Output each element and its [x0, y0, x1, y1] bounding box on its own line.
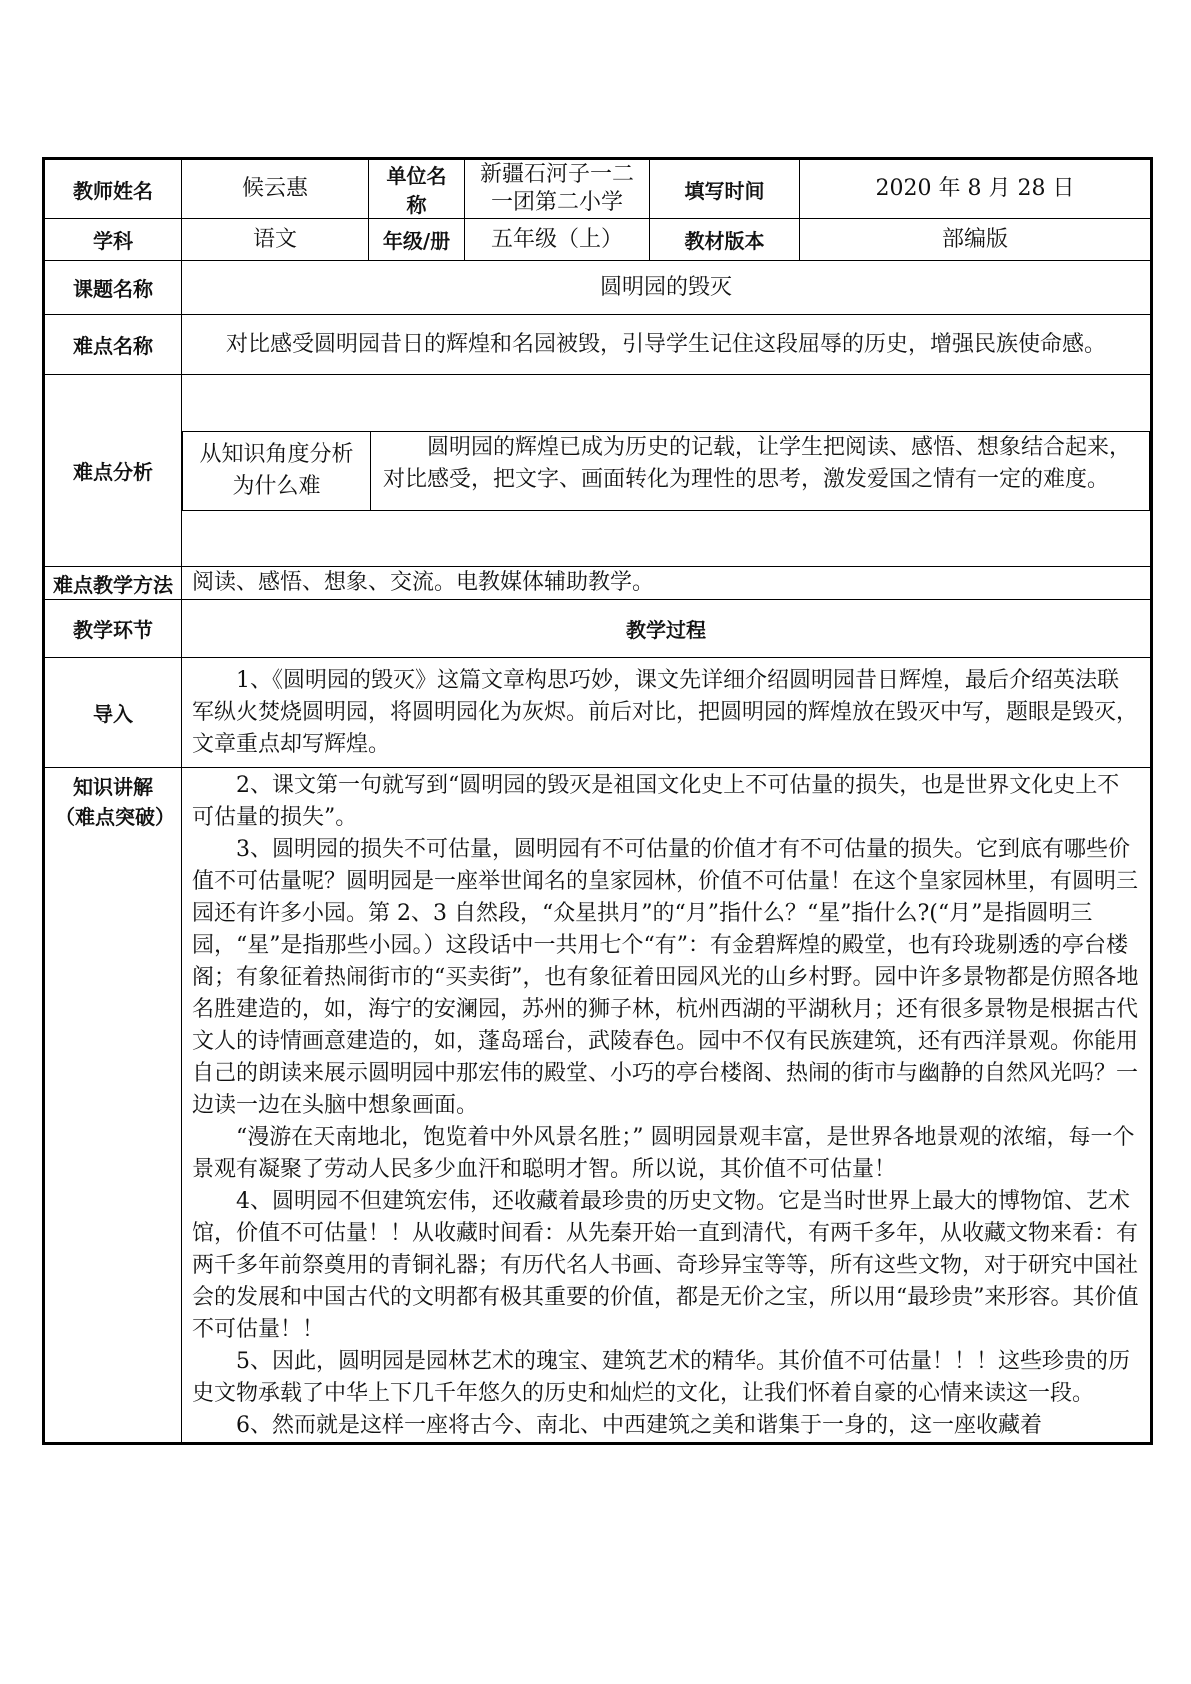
lesson-plan-table [42, 157, 1153, 1445]
fill-date-label: 填写时间 [650, 159, 800, 219]
grade-value: 五年级（上） [465, 219, 650, 261]
process-label: 教学过程 [182, 600, 1152, 658]
header-row-2 [44, 219, 1152, 261]
method-label: 难点教学方法 [44, 567, 182, 600]
topic-value: 圆明园的毁灭 [182, 261, 1152, 315]
analysis-row [44, 375, 1152, 567]
unit-name-label: 单位名称 [369, 159, 465, 219]
process-header-row [44, 600, 1152, 658]
topic-row [44, 261, 1152, 315]
edition-label: 教材版本 [650, 219, 800, 261]
analysis-value: 圆明园的辉煌已成为历史的记载，让学生把阅读、感悟、想象结合起来，对比感受，把文字、画面转化为理性的思考，激发爱国之情有一定的难度。 [371, 431, 1150, 510]
difficulty-row [44, 315, 1152, 375]
difficulty-label: 难点名称 [44, 315, 182, 375]
subject-label: 学科 [44, 219, 182, 261]
knowledge-paragraph: 5、因此，圆明园是园林艺术的瑰宝、建筑艺术的精华。其价值不可估量！！！这些珍贵的历史文物承载了中华上下几千年悠久的历史和灿烂的文化，让我们怀着自豪的心情来读这一段。 [192, 1349, 1131, 1406]
topic-label: 课题名称 [44, 261, 182, 315]
method-row [44, 567, 1152, 600]
knowledge-paragraph: 4、圆明园不但建筑宏伟，还收藏着最珍贵的历史文物。它是当时世界上最大的博物馆、艺术馆，价值不可估量！！从收藏时间看：从先秦开始一直到清代，有两千多年，从收藏文物来看：有两千多年前祭奠用的青铜礼器；有历代名人书画、奇珍异宝等等，所有这些文物，对于研究中国社会的发展和中国古代的文明都有极其重要的价值，都是无价之宝，所以用“最珍贵”来形容。其价值不可估量！！ [192, 1189, 1139, 1342]
analysis-label: 难点分析 [44, 375, 182, 567]
knowledge-label-sub: （难点突破） [55, 805, 175, 829]
knowledge-paragraph: 6、然而就是这样一座将古今、南北、中西建筑之美和谐集于一身的，这一座收藏着 [236, 1413, 1042, 1438]
header-row-1 [44, 159, 1152, 219]
knowledge-paragraph: 2、课文第一句就写到“圆明园的毁灭是祖国文化史上不可估量的损失，也是世界文化史上不可估量的损失”。 [192, 773, 1120, 830]
grade-label: 年级/册 [369, 219, 465, 261]
method-value: 阅读、感悟、想象、交流。电教媒体辅助教学。 [182, 567, 1152, 600]
knowledge-paragraph: “漫游在天南地北，饱览着中外风景名胜；” 圆明园景观丰富，是世界各地景观的浓缩，每一个景观有凝聚了劳动人民多少血汗和聪明才智。所以说，其价值不可估量！ [192, 1125, 1135, 1182]
knowledge-row [44, 768, 1152, 1444]
teacher-name-label: 教师姓名 [44, 159, 182, 219]
edition-value: 部编版 [800, 219, 1152, 261]
knowledge-label: 知识讲解 [73, 775, 153, 799]
fill-date-value: 2020 年 8 月 28 日 [800, 159, 1152, 219]
process-stage-label: 教学环节 [44, 600, 182, 658]
analysis-sub-label: 从知识角度分析为什么难 [183, 431, 371, 510]
subject-value: 语文 [182, 219, 369, 261]
difficulty-value: 对比感受圆明园昔日的辉煌和名园被毁，引导学生记住这段屈辱的历史，增强民族使命感。 [182, 315, 1152, 375]
teacher-name-value: 候云惠 [182, 159, 369, 219]
intro-row [44, 658, 1152, 768]
knowledge-paragraph: 3、圆明园的损失不可估量，圆明园有不可估量的价值才有不可估量的损失。它到底有哪些价值不可估量呢？圆明园是一座举世闻名的皇家园林，价值不可估量！在这个皇家园林里，有圆明三园还有许多小园。第 2、3 自然段，“众星拱月”的“月”指什么？“星”指什么?(“月”是指圆明三园，“星”是指那些小园。）这段话中一共用七个“有”：有金碧辉煌的殿堂，也有玲珑剔透的亭台楼阁；有象征着热闹街市的“买卖街”，也有象征着田园风光的山乡村野。园中许多景物都是仿照各地名胜建造的，如，海宁的安澜园，苏州的狮子林，杭州西湖的平湖秋月；还有很多景物是根据古代文人的诗情画意建造的，如，蓬岛瑶台，武陵春色。园中不仅有民族建筑，还有西洋景观。你能用自己的朗读来展示圆明园中那宏伟的殿堂、小巧的亭台楼阁、热闹的街市与幽静的自然风光吗？一边读一边在头脑中想象画面。 [192, 837, 1139, 1118]
analysis-inner-table [182, 431, 1150, 511]
intro-value: 1、《圆明园的毁灭》这篇文章构思巧妙，课文先详细介绍圆明园昔日辉煌，最后介绍英法联军纵火焚烧圆明园，将圆明园化为灰烬。前后对比，把圆明园的辉煌放在毁灭中写，题眼是毁灭，文章重点却写辉煌。 [182, 658, 1152, 768]
intro-label: 导入 [44, 658, 182, 768]
unit-name-value: 新疆石河子一二一团第二小学 [465, 159, 650, 219]
